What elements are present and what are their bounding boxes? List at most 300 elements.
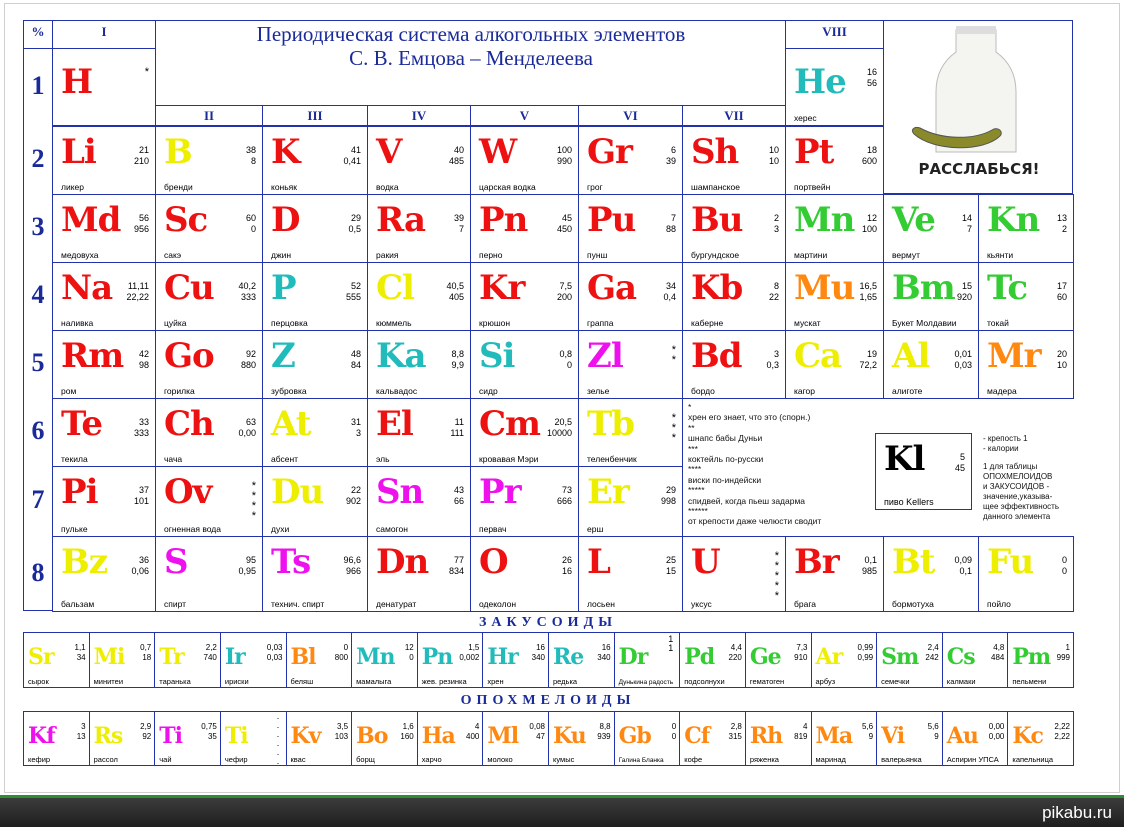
small-element-name: квас	[290, 755, 306, 764]
element-cell	[155, 262, 263, 331]
element-symbol: At	[271, 404, 311, 444]
legend-line: - крепость 1	[983, 434, 1028, 443]
small-element-name: капельница	[1012, 755, 1054, 764]
small-element-cell	[154, 711, 221, 766]
note-line: хрен его знает, что это (спорн.)	[688, 412, 811, 423]
element-strength: 8	[773, 281, 779, 291]
element-strength: 95	[245, 555, 256, 565]
small-element-name: ряженка	[749, 755, 779, 764]
image-caption: РАССЛАБЬСЯ!	[918, 160, 1040, 178]
element-cell	[262, 398, 368, 467]
element-calories: 22	[768, 292, 779, 302]
element-name: ликер	[61, 182, 84, 192]
small-element-calories: 242	[925, 653, 939, 662]
element-symbol: Ra	[376, 200, 426, 240]
element-calories: 1,65	[859, 292, 877, 302]
element-name: пунш	[587, 250, 608, 260]
title-line-2: С. В. Емцова – Менделеева	[349, 46, 593, 70]
element-calories: 7	[458, 224, 464, 234]
element-name: перно	[479, 250, 503, 260]
element-strength: 60	[245, 213, 256, 223]
element-strength: 39	[453, 213, 464, 223]
element-strength: 40,2	[238, 281, 256, 291]
element-name: алиготе	[892, 386, 923, 396]
element-name: водка	[376, 182, 399, 192]
element-name: кюммель	[376, 318, 412, 328]
legend-line: ОПОХМЕЛОИДОВ	[983, 472, 1053, 481]
group-label: II	[203, 108, 215, 123]
element-name: коньяк	[271, 182, 297, 192]
small-element-calories: 0,03	[266, 653, 283, 662]
small-element-symbol: Mi	[93, 644, 125, 670]
element-symbol: Al	[892, 336, 930, 376]
small-element-calories: 2,22	[1054, 732, 1070, 741]
small-element-calories: 340	[597, 653, 611, 662]
small-element-symbol: Tr	[159, 644, 184, 670]
element-cell	[155, 194, 263, 263]
element-symbol: O	[479, 542, 508, 582]
element-cell	[367, 262, 471, 331]
small-element-calories: 220	[728, 653, 742, 662]
small-element-name: Дунькина радость	[618, 679, 674, 686]
element-cell	[52, 48, 156, 126]
element-calories: 210	[133, 156, 149, 166]
element-calories: 333	[133, 428, 149, 438]
element-name: шампанское	[691, 182, 740, 192]
small-element-strength: 0	[671, 722, 677, 731]
element-calories: 600	[861, 156, 877, 166]
note-line: **	[688, 422, 695, 433]
small-element-name: семечки	[881, 677, 910, 686]
small-element-symbol: Kc	[1012, 723, 1043, 749]
small-element-calories: 340	[531, 653, 545, 662]
small-element-strength: 5,6	[862, 722, 874, 731]
element-calories: 10000	[546, 428, 572, 438]
milk-bottle-image	[886, 22, 1072, 192]
element-name: спирт	[164, 599, 187, 609]
element-strength: 40,5	[446, 281, 464, 291]
note-line: *****	[688, 485, 705, 496]
element-calories: 10	[768, 156, 779, 166]
small-element-cell	[351, 711, 418, 766]
small-element-name: чефир	[224, 755, 248, 764]
element-cell	[978, 262, 1074, 331]
element-name: ром	[61, 386, 77, 396]
element-strength: 40	[453, 145, 464, 155]
element-cell	[785, 126, 884, 195]
small-element-strength: 1,1	[74, 643, 86, 652]
element-calories: 450	[556, 224, 572, 234]
legend-line: - калории	[983, 444, 1019, 453]
element-cell	[52, 536, 156, 612]
group-header-8	[785, 20, 884, 49]
element-cell	[682, 194, 786, 263]
element-strength: 63	[245, 417, 256, 427]
element-cell	[682, 536, 786, 612]
small-element-name: гематоген	[749, 677, 785, 686]
small-element-strength: 0	[343, 643, 349, 652]
period-label: 6	[31, 416, 45, 445]
element-calories: 2	[1061, 224, 1067, 234]
element-name: бормотуха	[892, 599, 934, 609]
element-name: херес	[794, 113, 817, 123]
small-element-strength: 5,6	[927, 722, 939, 731]
element-calories: 60	[1056, 292, 1067, 302]
element-calories: 333	[240, 292, 256, 302]
element-calories: 7	[966, 224, 972, 234]
group-label: I	[101, 24, 107, 39]
element-symbol: W	[479, 132, 517, 172]
element-calories: 88	[665, 224, 676, 234]
small-element-name: жев. резинка	[421, 677, 467, 686]
element-cell	[470, 262, 579, 331]
element-symbol: H	[61, 62, 93, 102]
element-name: цуйка	[164, 318, 187, 328]
element-cell	[367, 330, 471, 399]
small-element-cell	[220, 711, 287, 766]
element-strength: 0,1	[864, 555, 877, 565]
element-strength: 3	[773, 349, 779, 359]
element-strength: 18	[866, 145, 877, 155]
small-element-cell	[614, 711, 681, 766]
element-name: пульке	[61, 524, 88, 534]
small-element-strength: 2,4	[927, 643, 939, 652]
small-element-symbol: Rh	[749, 723, 783, 749]
element-cell	[155, 126, 263, 195]
note-line: коктейль по-русски	[688, 454, 764, 465]
group-header-6	[578, 105, 683, 126]
element-symbol: D	[271, 200, 300, 240]
small-element-name: рассол	[93, 755, 118, 764]
element-cell	[883, 194, 979, 263]
element-cell	[155, 398, 263, 467]
small-element-strength: 2,8	[730, 722, 742, 731]
element-symbol: Te	[61, 404, 103, 444]
element-calories: 0,1	[959, 566, 972, 576]
small-element-symbol: Pd	[684, 644, 715, 670]
element-calories: 39	[665, 156, 676, 166]
element-name: теленбенчик	[587, 454, 637, 464]
note-line: ***	[688, 443, 698, 454]
small-element-cell	[286, 632, 353, 688]
element-cell	[578, 194, 683, 263]
period-label: 2	[31, 144, 45, 173]
small-element-name: беляш	[290, 677, 314, 686]
element-strength: 36	[138, 555, 149, 565]
small-element-cell	[1007, 632, 1074, 688]
element-cell	[262, 536, 368, 612]
element-cell	[785, 330, 884, 399]
element-strength: 19	[866, 349, 877, 359]
element-calories: 101	[133, 496, 149, 506]
group-header-1	[52, 20, 156, 49]
key-element-symbol: Kl	[884, 439, 925, 479]
small-element-name: пельмени	[1012, 677, 1047, 686]
element-symbol: Bu	[691, 200, 743, 240]
small-element-symbol: Ku	[553, 723, 586, 749]
element-strength: 6	[670, 145, 676, 155]
element-symbol: Gr	[587, 132, 632, 172]
legend-line: и ЗАКУСОИДОВ -	[983, 482, 1050, 491]
element-strength: 17	[1056, 281, 1067, 291]
small-element-calories: 910	[794, 653, 808, 662]
legend-line: щее эффективность	[983, 502, 1059, 511]
note-line: виски по-индейски	[688, 474, 762, 485]
element-name: мадера	[987, 386, 1017, 396]
small-element-symbol: Gb	[618, 723, 651, 749]
element-calories: 920	[956, 292, 972, 302]
element-cell	[155, 330, 263, 399]
element-strength: 37	[138, 485, 149, 495]
small-element-calories: 400	[466, 732, 480, 741]
element-symbol: Bt	[892, 542, 935, 582]
element-calories: 0,95	[238, 566, 256, 576]
element-symbol: Pt	[794, 132, 834, 172]
small-element-symbol: Sr	[28, 644, 54, 670]
element-symbol: Sn	[376, 472, 424, 512]
element-cell	[470, 194, 579, 263]
element-cell	[367, 194, 471, 263]
footer-bar	[0, 795, 1124, 827]
element-calories: 100	[861, 224, 877, 234]
element-calories: 16	[561, 566, 572, 576]
element-symbol: Pr	[479, 472, 521, 512]
small-element-symbol: Kf	[28, 723, 55, 749]
small-element-strength: 0,99	[857, 643, 874, 652]
small-element-cell	[745, 632, 812, 688]
element-symbol: Zl	[587, 336, 623, 376]
small-element-calories: 819	[794, 732, 808, 741]
element-symbol: Ka	[376, 336, 426, 376]
small-element-calories: 740	[203, 653, 217, 662]
corner-label: %	[31, 24, 45, 39]
element-calories: 880	[240, 360, 256, 370]
element-calories: 10	[1056, 360, 1067, 370]
element-symbol: S	[164, 542, 188, 582]
element-symbol: Tc	[987, 268, 1028, 308]
element-symbol: Br	[794, 542, 839, 582]
small-element-strength: 2,22	[1054, 722, 1070, 731]
small-element-strength: 0,75	[201, 722, 217, 731]
element-symbol: Ts	[271, 542, 311, 582]
small-element-name: ириски	[224, 677, 249, 686]
element-symbol: El	[376, 404, 413, 444]
key-element-calories: 45	[954, 463, 965, 473]
small-element-cell	[548, 711, 615, 766]
small-element-cell	[679, 711, 746, 766]
small-element-cell	[482, 711, 549, 766]
small-element-calories: 0	[671, 732, 677, 741]
element-symbol: Pn	[479, 200, 528, 240]
small-element-calories: 160	[400, 732, 414, 741]
element-symbol: Bz	[61, 542, 108, 582]
element-strength: 42	[138, 349, 149, 359]
legend-line	[983, 454, 1073, 462]
small-element-cell	[745, 711, 812, 766]
small-element-symbol: Ti	[159, 723, 182, 749]
element-cell	[52, 262, 156, 331]
element-name: ерш	[587, 524, 604, 534]
group-header-4	[367, 105, 471, 126]
element-cell	[367, 126, 471, 195]
element-symbol: Sc	[164, 200, 208, 240]
small-element-symbol: Sm	[881, 644, 919, 670]
element-name: одеколон	[479, 599, 517, 609]
element-calories: 956	[133, 224, 149, 234]
small-element-strength: 0,00	[988, 722, 1005, 731]
element-symbol: B	[164, 132, 192, 172]
element-name: денатурат	[376, 599, 417, 609]
element-stars: * *	[671, 344, 676, 366]
small-element-symbol: Au	[946, 723, 978, 749]
element-strength: 0,09	[954, 555, 972, 565]
element-symbol: Cl	[376, 268, 414, 308]
small-element-stars: · · · · · ·	[276, 713, 280, 768]
element-symbol: Mu	[794, 268, 855, 308]
small-element-calories: 18	[142, 653, 152, 662]
element-strength: 52	[350, 281, 361, 291]
key-element-name: пиво Kellers	[884, 497, 934, 507]
element-calories: 405	[448, 292, 464, 302]
element-name: лосьен	[587, 599, 615, 609]
element-cell	[785, 48, 884, 126]
element-name: кагор	[794, 386, 816, 396]
element-strength: 92	[245, 349, 256, 359]
hangover-title: ОПОХМЕЛОИДЫ	[460, 693, 636, 708]
small-element-calories: 47	[536, 732, 545, 741]
small-element-symbol: Ma	[815, 723, 853, 749]
element-strength: 43	[453, 485, 464, 495]
small-element-name: таранька	[159, 677, 191, 686]
element-cell	[978, 194, 1074, 263]
element-symbol: Cu	[164, 268, 214, 308]
element-name: технич. спирт	[271, 599, 325, 609]
small-element-name: редька	[553, 677, 578, 686]
element-name: пойло	[987, 599, 1011, 609]
small-element-strength: 4	[474, 722, 480, 731]
small-element-name: Галина Бланка	[618, 757, 664, 764]
element-symbol: Du	[271, 472, 324, 512]
element-cell	[470, 126, 579, 195]
small-element-name: харчо	[421, 755, 442, 764]
small-element-calories: 0	[409, 653, 414, 662]
element-strength: 48	[350, 349, 361, 359]
element-cell	[52, 330, 156, 399]
group-header-7	[682, 105, 786, 126]
small-element-strength: 2,2	[205, 643, 217, 652]
small-element-name: подсолнухи	[684, 677, 725, 686]
element-strength: 73	[561, 485, 572, 495]
element-symbol: Sh	[691, 132, 739, 172]
element-calories: 8	[250, 156, 256, 166]
legend-block	[983, 434, 1073, 522]
element-calories: 966	[345, 566, 361, 576]
element-cell	[367, 398, 471, 467]
element-symbol: Ve	[892, 200, 935, 240]
element-calories: 666	[556, 496, 572, 506]
element-cell	[470, 536, 579, 612]
element-strength: 31	[350, 417, 361, 427]
milk-bottle-icon	[886, 22, 1072, 162]
small-element-symbol: Kv	[290, 723, 321, 749]
small-element-name: кефир	[28, 755, 51, 764]
element-calories: 15	[665, 566, 676, 576]
element-calories: 0,41	[343, 156, 361, 166]
small-element-symbol: Hr	[487, 644, 518, 670]
element-strength: 20	[1056, 349, 1067, 359]
small-element-strength: 4,8	[993, 643, 1005, 652]
element-cell	[470, 330, 579, 399]
group-label: V	[519, 108, 530, 123]
element-calories: 902	[345, 496, 361, 506]
element-strength: 11	[454, 417, 464, 427]
element-strength: 45	[561, 213, 572, 223]
element-symbol: Z	[271, 336, 295, 376]
small-element-cell	[286, 711, 353, 766]
element-symbol: He	[794, 62, 846, 102]
small-element-calories: 315	[728, 732, 742, 741]
element-strength: 12	[866, 213, 877, 223]
element-strength: 2	[773, 213, 779, 223]
element-strength: 15	[961, 281, 972, 291]
small-element-symbol: Ir	[224, 644, 245, 670]
small-element-symbol: Mn	[356, 644, 395, 670]
small-element-strength: 2,9	[140, 722, 152, 731]
element-strength: 22	[350, 485, 361, 495]
element-stars: * * * * *	[774, 550, 779, 602]
element-calories: 0,00	[238, 428, 256, 438]
element-strength: 8,8	[451, 349, 464, 359]
element-calories: 3	[773, 224, 779, 234]
element-calories: 0,06	[131, 566, 149, 576]
element-strength: 41	[350, 145, 361, 155]
small-element-cell	[23, 711, 90, 766]
element-cell	[978, 536, 1074, 612]
small-element-name: Аспирин УПСА	[946, 755, 999, 764]
element-strength: 21	[138, 145, 149, 155]
element-name: кальвадос	[376, 386, 418, 396]
element-cell	[470, 398, 579, 467]
element-name: зубровка	[271, 386, 307, 396]
element-strength: 0,01	[954, 349, 972, 359]
element-cell	[262, 194, 368, 263]
small-element-calories: 9	[868, 732, 874, 741]
element-calories: 111	[450, 428, 464, 438]
element-calories: 0,3	[766, 360, 779, 370]
small-element-calories: 0,002	[459, 653, 480, 662]
title-line-1: Периодическая система алкогольных элементов	[256, 22, 686, 46]
element-stars: *	[144, 66, 149, 78]
element-cell	[978, 330, 1074, 399]
element-calories: 0,03	[954, 360, 972, 370]
element-name: грог	[587, 182, 603, 192]
group-header-3	[262, 105, 368, 126]
element-calories: 485	[448, 156, 464, 166]
small-element-strength: 3	[81, 722, 86, 731]
element-name: сакэ	[164, 250, 182, 260]
small-element-cell	[89, 711, 156, 766]
element-cell	[155, 466, 263, 537]
note-line: шнапс бабы Дуньи	[688, 433, 763, 444]
element-name: кьянти	[987, 250, 1014, 260]
element-symbol: Na	[61, 268, 113, 308]
element-name: самогон	[376, 524, 408, 534]
element-symbol: Fu	[987, 542, 1034, 582]
small-element-symbol: Bl	[290, 644, 316, 670]
element-name: крюшон	[479, 318, 511, 328]
snacks-title: ЗАКУСОИДЫ	[479, 615, 617, 630]
element-name: зелье	[587, 386, 610, 396]
